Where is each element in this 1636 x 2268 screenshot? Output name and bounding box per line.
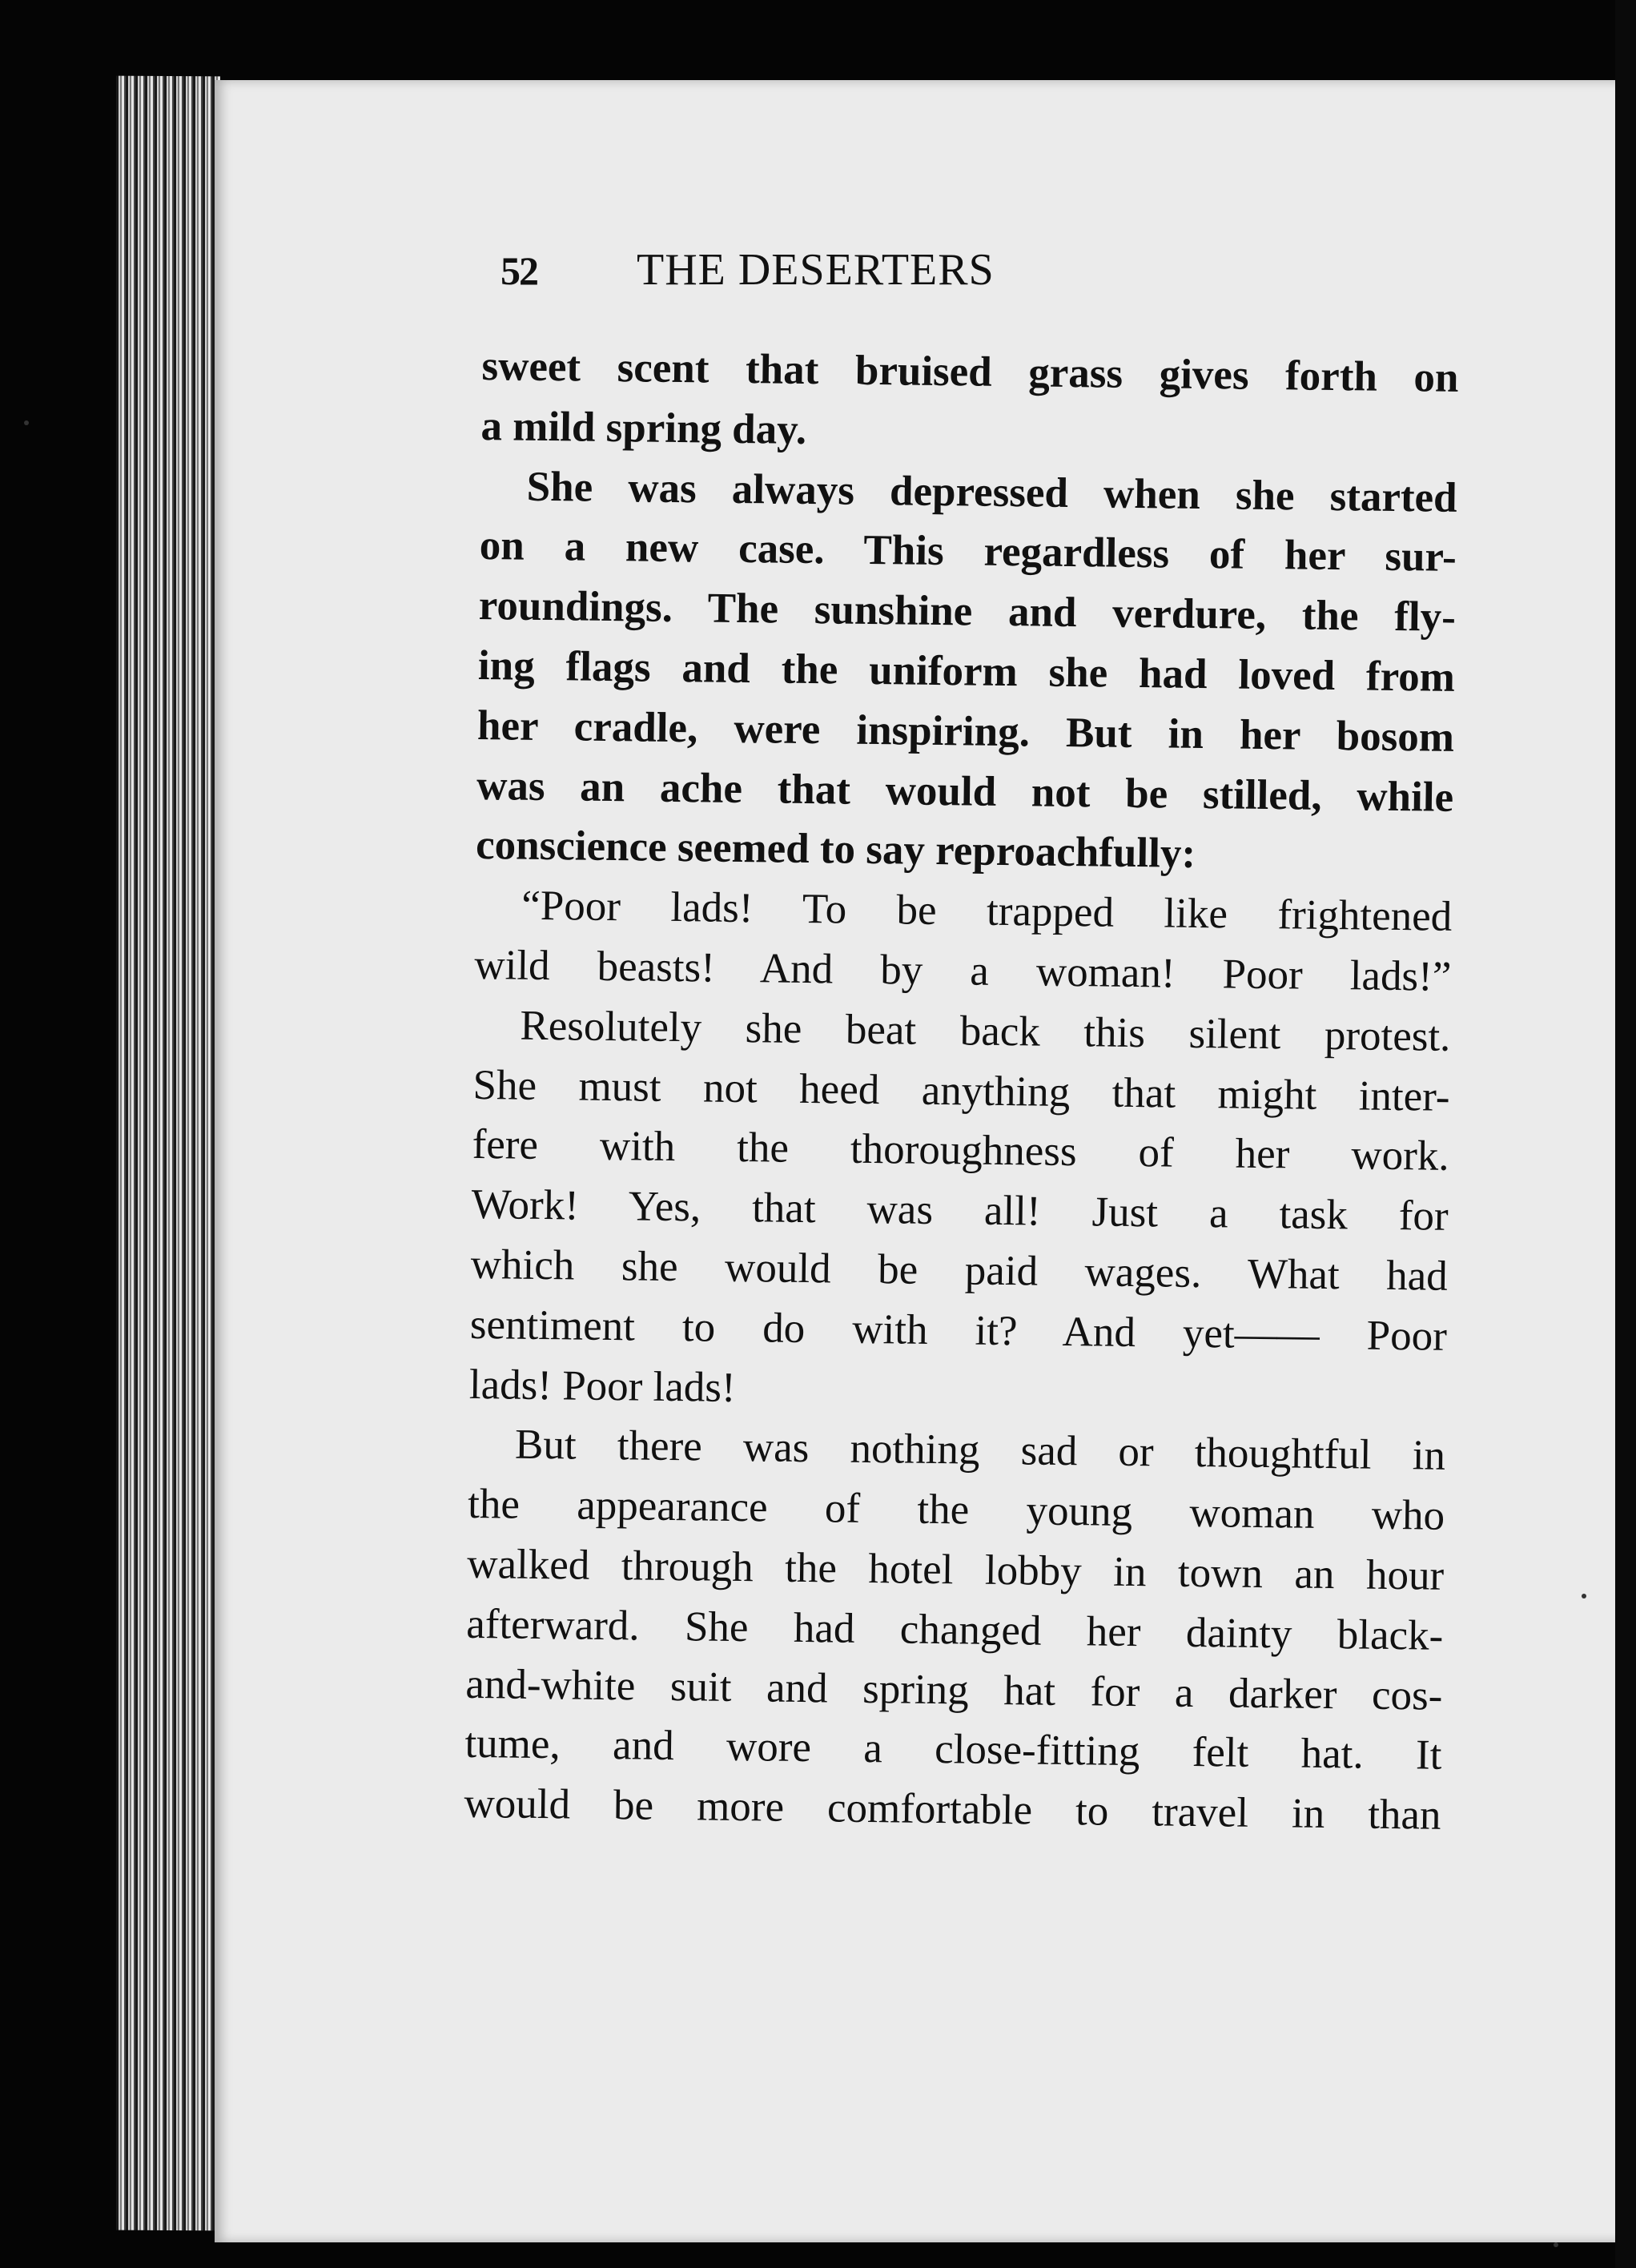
running-title: THE DESERTERS: [637, 245, 995, 295]
text-line: the appearance of the young woman who: [467, 1481, 1445, 1539]
text-line: Resolutely she beat back this silent protest.: [520, 1002, 1451, 1060]
text-line: afterward. She had changed her dainty black-: [466, 1600, 1444, 1659]
text-line: Work! Yes, that was all! Just a task for: [471, 1181, 1449, 1240]
text-line: her cradle, were inspiring. But in her bosom: [476, 702, 1455, 761]
text-line: tume, and wore a close-fitting felt hat. It: [464, 1720, 1442, 1779]
stacked-page-edges: [116, 76, 220, 2231]
text-line: fere with the thoroughness of her work.: [472, 1121, 1449, 1180]
text-line: She was always depressed when she started: [526, 463, 1457, 521]
scan-speck: [1554, 2242, 1558, 2247]
text-line: and-white suit and spring hat for a darker cos-: [465, 1660, 1443, 1719]
text-line: lads! Poor lads!: [468, 1361, 737, 1411]
text-line: wild beasts! And by a woman! Poor lads!”: [474, 941, 1452, 1000]
text-line: would be more comfortable to travel in than: [464, 1779, 1441, 1839]
text-line: sweet scent that bruised grass gives forth on: [481, 342, 1459, 401]
text-line: sentiment to do with it? And yet—— Poor: [469, 1301, 1448, 1360]
text-line: She must not heed anything that might inter-: [472, 1061, 1450, 1120]
text-line: a mild spring day.: [480, 402, 807, 453]
text-line: But there was nothing sad or thoughtful in: [514, 1421, 1446, 1480]
text-line: was an ache that would not be stilled, while: [476, 762, 1454, 821]
page-number: 52: [500, 248, 537, 293]
running-header: [500, 244, 1301, 316]
scan-speck: [24, 420, 29, 425]
text-line: ing flags and the uniform she had loved from: [477, 641, 1456, 701]
text-line: “Poor lads! To be trapped like frightened: [521, 882, 1453, 941]
text-line: roundings. The sunshine and verdure, the fly-: [478, 582, 1457, 641]
text-line: walked through the hotel lobby in town an hour: [466, 1540, 1445, 1599]
text-line: which she would be paid wages. What had: [470, 1241, 1449, 1300]
text-line: on a new case. This regardless of her sur-: [479, 522, 1457, 581]
scan-speck: [1582, 1594, 1586, 1598]
text-line: conscience seemed to say reproachfully:: [475, 822, 1196, 878]
right-binding-shadow: [1615, 0, 1636, 2268]
body-text: [464, 336, 1459, 1846]
